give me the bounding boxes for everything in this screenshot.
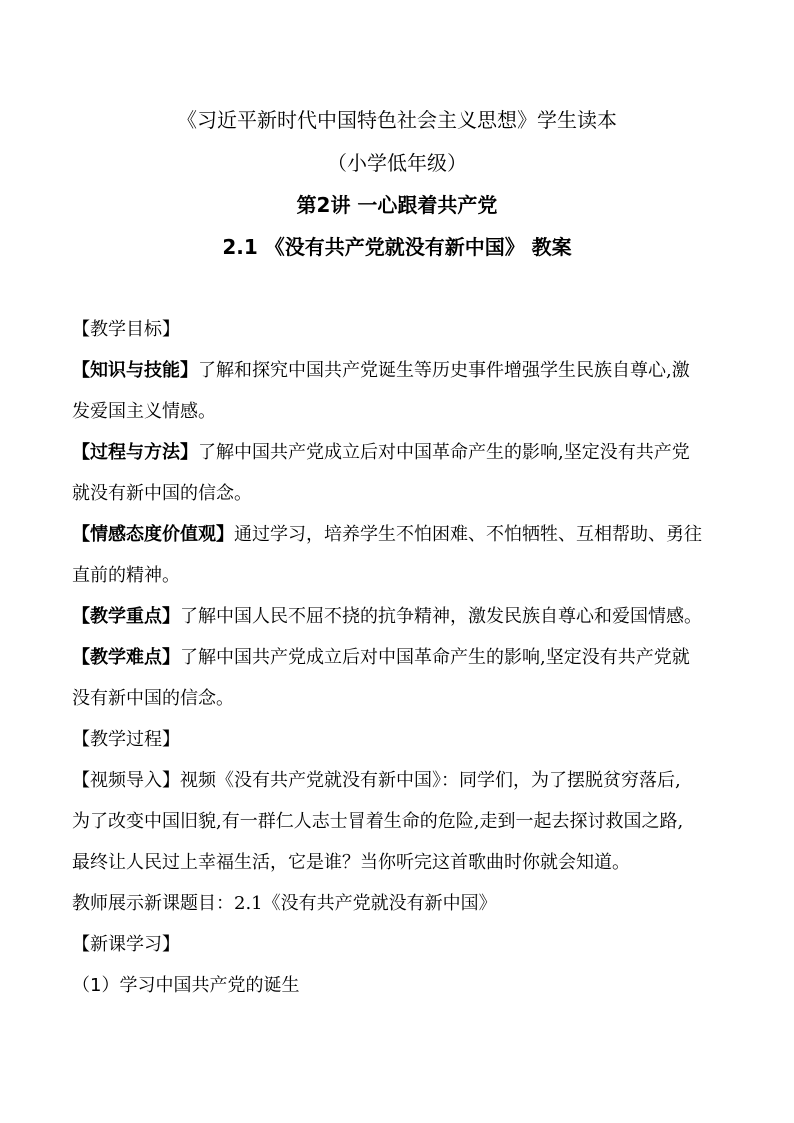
knowledge-line-2: 发爱国主义情感。 [72,401,216,422]
intro-line-2: 为了改变中国旧貌,有一群仁人志士冒着生命的危险,走到一起去探讨救国之路, [72,811,684,832]
document-title: 《习近平新时代中国特色社会主义思想》学生读本 [177,108,617,132]
emotion-text: 通过学习，培养学生不怕困难、不怕牺牲、互相帮助、勇往 [234,524,702,545]
emotion-label: 【情感态度价值观】 [72,524,234,545]
emotion-line-1 [72,520,702,546]
key-label: 【教学重点】 [72,606,180,627]
difficulty-line-1 [72,643,690,669]
process-text: 了解中国共产党成立后对中国革命产生的影响,坚定没有共产党 [198,442,690,463]
knowledge-text: 了解和探究中国共产党诞生等历史事件增强学生民族自尊心,激 [198,360,690,381]
key-text: 了解中国人民不屈不挠的抗争精神，激发民族自尊心和爱国情感。 [180,606,702,627]
intro-line-3: 最终让人民过上幸福生活，它是谁？当你听完这首歌曲时你就会知道。 [72,852,630,873]
intro-line-1 [72,766,681,792]
new-lesson-heading: 【新课学习】 [72,934,180,955]
process-line-2: 就没有新中国的信念。 [72,483,252,504]
lesson-heading: 2.1 《没有共产党就没有新中国》 教案 [222,235,572,259]
objectives-heading: 【教学目标】 [72,319,180,340]
key-points-line [72,602,702,628]
intro-text: 视频《没有共产党就没有新中国》：同学们，为了摆脱贫穷落后, [180,770,681,791]
teacher-line: 教师展示新课题目：2.1《没有共产党就没有新中国》 [72,893,497,914]
list-item: （1）学习中国共产党的诞生 [72,975,300,996]
grade-subtitle: （小学低年级） [327,151,467,175]
knowledge-label: 【知识与技能】 [72,360,198,381]
process-label: 【过程与方法】 [72,442,198,463]
lecture-heading: 第2讲 一心跟着共产党 [296,193,498,217]
knowledge-line-1 [72,356,690,382]
process-line-1 [72,438,690,464]
difficulty-label: 【教学难点】 [72,647,180,668]
difficulty-text: 了解中国共产党成立后对中国革命产生的影响,坚定没有共产党就 [180,647,690,668]
difficulty-line-2: 没有新中国的信念。 [72,688,234,709]
emotion-line-2: 直前的精神。 [72,565,180,586]
process-heading: 【教学过程】 [72,729,180,750]
intro-label: 【视频导入】 [72,770,180,791]
